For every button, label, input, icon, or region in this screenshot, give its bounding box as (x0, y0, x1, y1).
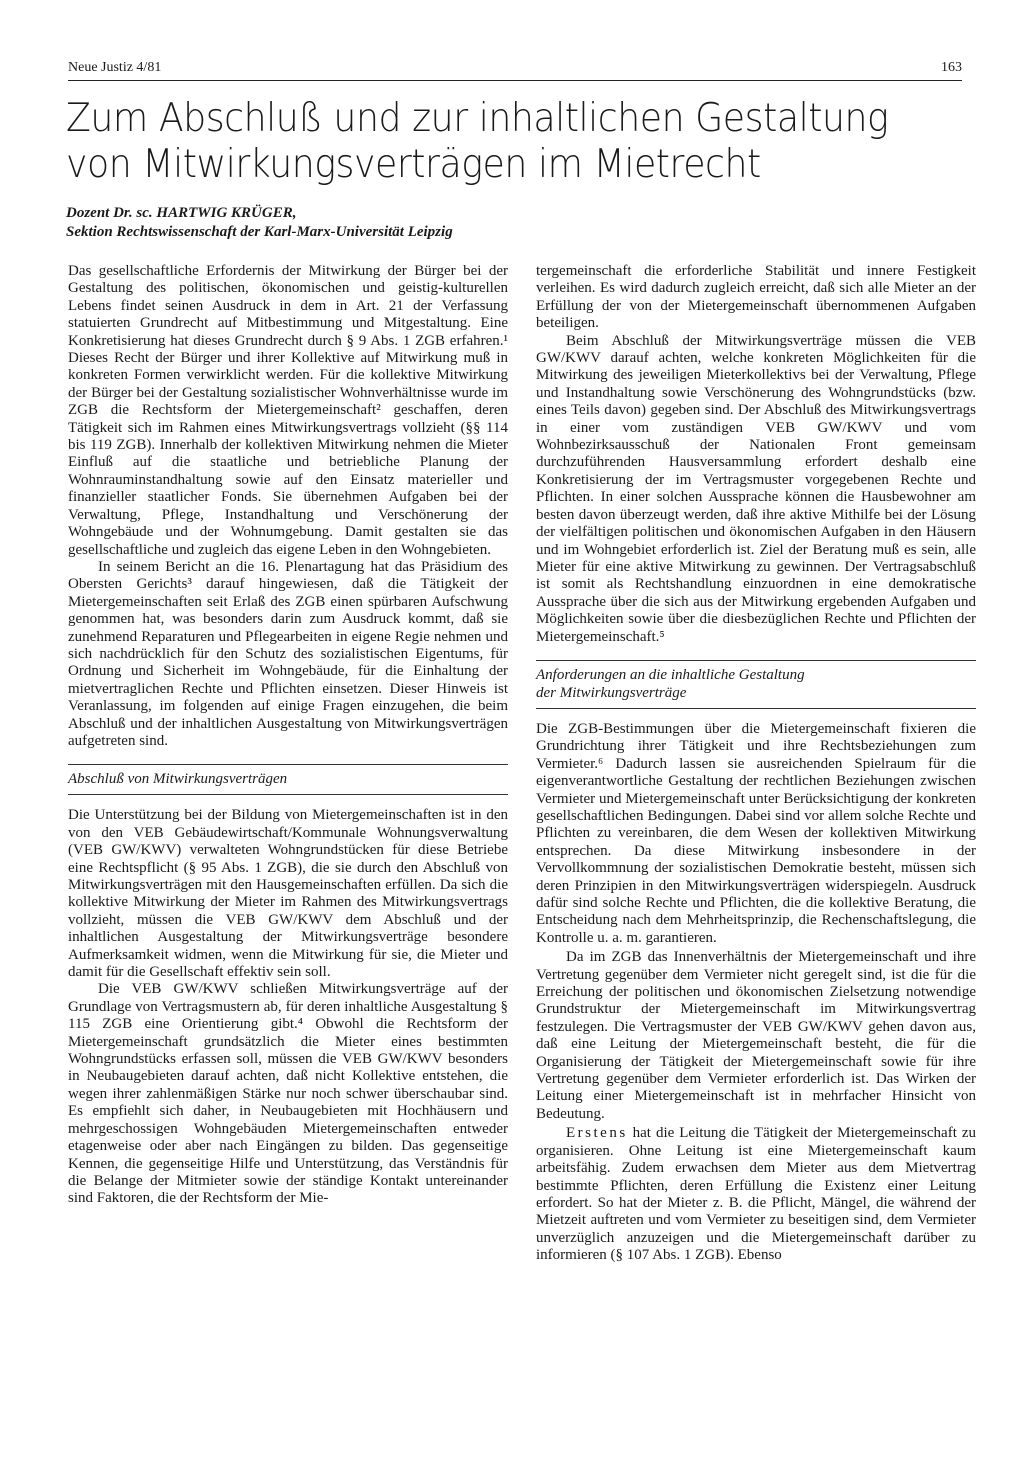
title-line-2: von Mitwirkungsverträgen im Mietrecht (66, 142, 761, 187)
section-heading-line-1: Anforderungen an die inhaltliche Gestaltung (536, 666, 805, 683)
paragraph: In seinem Bericht an die 16. Plenartagung hat das Präsidium des Obersten Gerichts³ darauf hingewiesen, daß die Tätigkeit der Mietergemeinschaften seit Erlaß des ZGB einen spürbaren Aufschwung genommen hat, was besonders darin zum Ausdruck kommt, daß sie zunehmend Reparaturen und Pflegearbeiten in eigene Regie nehmen und sich nachdrücklich für den Schutz des sozialistischen Eigentums, für Ordnung und Sicherheit im Wohngebäude, für die Einhaltung der mietvertraglichen Rechte und Pflichten einsetzen. Dieser Hinweis ist Veranlassung, im folgenden auf einige Fragen einzugehen, die beim Abschluß und der inhaltlichen Ausgestaltung von Mitwirkungsverträgen aufgetreten sind. (68, 558, 508, 749)
article-title (66, 96, 903, 188)
paragraph: tergemeinschaft die erforderliche Stabilität und innere Festigkeit verleihen. Es wird dadurch zugleich erreicht, daß sich alle Mieter an der Erfüllung der von der Mietergemeinschaft übernommenen Aufgaben beteiligen. (536, 263, 976, 332)
paragraph: Die Unterstützung bei der Bildung von Mietergemeinschaften ist in den von den VEB Gebäudewirtschaft/Kommunale Wohnungsverwaltung (VEB GW/KWV) verwalteten Wohngrundstücken für diese Betriebe eine Rechtspflicht (§ 95 Abs. 1 ZGB), die sie durch den Abschluß von Mitwirkungsverträgen mit den Hausgemeinschaften erfüllen. Da sich die kollektive Mitwirkung der Mieter im Rahmen des Mitwirkungsvertrags vollzieht, müssen die VEB GW/KWV dem Abschluß und der inhaltlichen Ausgestaltung der Mitwirkungsverträge besondere Aufmerksamkeit widmen, wenn die Mitwirkung für sie, die Mieter und damit für die Gesellschaft effektiv sein soll. (68, 807, 508, 981)
section-heading-text: Abschluß von Mitwirkungsverträgen (68, 771, 288, 788)
paragraph-text: hat die Leitung die Tätigkeit der Mietergemeinschaft zu organisieren. Ohne Leitung ist eine Mietergemeinschaft kaum arbeitsfähig. Zudem erwachsen dem Mieter aus dem Mietvertrag bestimmte Pflichten, deren Erfüllung die Existenz einer Leitung erfordert. So hat der Mieter z. B. die Pflicht, Mängel, die während der Mietzeit auftreten und vom Vermieter zu beseitigen sind, dem Vermieter unverzüglich anzuzeigen und die Mietergemeinschaft darüber zu informieren (§ 107 Abs. 1 ZGB). Ebenso (536, 1125, 976, 1264)
title-line-1: Zum Abschluß und zur inhaltlichen Gestaltung (66, 96, 889, 141)
right-column (536, 263, 976, 1265)
author-block (66, 204, 946, 242)
section-heading-line-2: der Mitwirkungsverträge (536, 684, 687, 701)
section-heading (536, 660, 976, 709)
section-heading (68, 764, 508, 795)
paragraph: Die VEB GW/KWV schließen Mitwirkungsverträge auf der Grundlage von Vertragsmustern ab, für deren inhaltliche Ausgestaltung § 115 ZGB eine Orientierung gibt.⁴ Obwohl die Rechtsform der Mietergemeinschaft grundsätzlich die Mieter eines bestimmten Wohngrundstücks erfassen soll, müssen die VEB GW/KWV besonders in Neubaugebieten darauf achten, daß nicht Kollektive entstehen, die wegen ihrer zahlenmäßigen Stärke nur noch schwer überschaubar sind. Es empfiehlt sich daher, in Neubaugebieten mit Hochhäusern und mehrgeschossigen Wohngebäuden Mietergemeinschaften entweder etagenweise oder aber nach Eingängen zu bilden. Das gegenseitige Kennen, die gegenseitige Hilfe und Unterstützung, das Verständnis für die Belange der Mitmieter sowie der ständige Kontakt untereinander sind Faktoren, die der Rechtsform der Mie- (68, 981, 508, 1207)
emphasis-spaced: Erstens (566, 1125, 628, 1142)
left-column (68, 263, 508, 1208)
paragraph: Das gesellschaftliche Erfordernis der Mitwirkung der Bürger bei der Gestaltung des politischen, ökonomischen und geistig-kulturellen Lebens findet seinen Ausdruck in dem in Art. 21 der Verfassung statuierten Grundrecht auf Mitbestimmung und Mitgestaltung. Eine Konkretisierung hat dieses Grundrecht durch § 9 Abs. 1 ZGB erfahren.¹ Dieses Recht der Bürger und ihrer Kollektive auf Mitwirkung muß in konkreten Formen verwirklicht werden. Für die kollektive Mitwirkung der Bürger bei der Gestaltung sozialistischer Wohnverhältnisse wurde im ZGB die Rechtsform der Mietergemeinschaft² geschaffen, deren Tätigkeit sich im Rahmen eines Mitwirkungsvertrags vollzieht (§§ 114 bis 119 ZGB). Innerhalb der kollektiven Mitwirkung nehmen die Mieter Einfluß auf die staatliche und betriebliche Planung der Wohnrauminstandhaltung sowie auf den Einsatz materieller und finanzieller staatlicher Fonds. Sie übernehmen Aufgaben bei der Verwaltung, Pflege, Instandhaltung und Verschönerung der Wohngebäude und der Wohnumgebung. Damit gestalten sie das gesellschaftliche und zugleich das eigene Leben in den Wohngebieten. (68, 263, 508, 558)
running-header (68, 60, 962, 82)
paragraph: Beim Abschluß der Mitwirkungsverträge müssen die VEB GW/KWV darauf achten, welche konkreten Möglichkeiten für die Mitwirkung des jeweiligen Mieterkollektivs bei der Verwaltung, Pflege und Instandhaltung sowie Verschönerung des Wohngrundstücks (bzw. eines Teils davon) gegeben sind. Der Abschluß des Mitwirkungsvertrags in einer vom zuständigen VEB GW/KWV und vom Wohnbezirksausschuß der Nationalen Front gemeinsam durchzuführenden Hausversammlung erfordert deshalb eine Konkretisierung der im Vertragsmuster vorgegebenen Rechte und Pflichten. In einer solchen Aussprache können die Hausbewohner am besten davon überzeugt werden, daß ihre aktive Mithilfe bei der Lösung der vielfältigen politischen und ökonomischen Aufgaben in den Häusern und im Wohngebiet erforderlich ist. Ziel der Beratung muß es sein, alle Mieter für eine aktive Mitwirkung zu gewinnen. Der Vertragsabschluß ist somit als Rechtshandlung einzuordnen in eine demokratische Aussprache über die sich aus der Mitwirkung ergebenden Aufgaben und Möglichkeiten sowie über die diesbezüglichen Rechte und Pflichten der Mietergemeinschaft.⁵ (536, 332, 976, 645)
paragraph: Da im ZGB das Innenverhältnis der Mietergemeinschaft und ihre Vertretung gegenüber dem Vermieter nicht geregelt sind, ist die für die Erreichung der politischen und ökonomischen Zielsetzung notwendige Grundstruktur der Mietergemeinschaft im Mitwirkungsvertrag festzulegen. Die Vertragsmuster der VEB GW/KWV gehen davon aus, daß eine Leitung der Mietergemeinschaft besteht, die für die Organisierung der Tätigkeit der Mietergemeinschaft sowie für ihre Vertretung gegenüber dem Vermieter erforderlich ist. Das Wirken der Leitung einer Mietergemeinschaft ist in mehrfacher Hinsicht von Bedeutung. (536, 949, 976, 1122)
paragraph: Die ZGB-Bestimmungen über die Mietergemeinschaft fixieren die Grundrichtung ihrer Tätigkeit und ihre Rechtsbeziehungen zum Vermieter.⁶ Dadurch lassen sie ausreichenden Spielraum für die eigenverantwortliche Gestaltung der rechtlichen Beziehungen zwischen Vermieter und Mietergemeinschaft unter Berücksichtigung der konkreten gesellschaftlichen Bedingungen. Dabei sind vor allem solche Rechte und Pflichten zu vereinbaren, die dem Wesen der kollektiven Mitwirkung entsprechen. Da diese Mitwirkung insbesondere in der Vervollkommnung der sozialistischen Demokratie besteht, müssen sich deren Prinzipien in den Mitwirkungsverträgen widerspiegeln. Ausdruck dafür sind solche Rechte und Pflichten, die die kollektive Beratung, die Entscheidung nach dem Mehrheitsprinzip, die Rechenschaftslegung, die Kontrolle u. a. m. garantieren. (536, 720, 976, 946)
paragraph (536, 1125, 976, 1264)
journal-issue: Neue Justiz 4/81 (68, 60, 162, 75)
header-rule (68, 80, 962, 81)
author-affiliation: Sektion Rechtswissenschaft der Karl-Marx-Universität Leipzig (66, 224, 453, 240)
author-name: Dozent Dr. sc. HARTWIG KRÜGER, (66, 205, 297, 221)
page-number: 163 (941, 60, 962, 75)
